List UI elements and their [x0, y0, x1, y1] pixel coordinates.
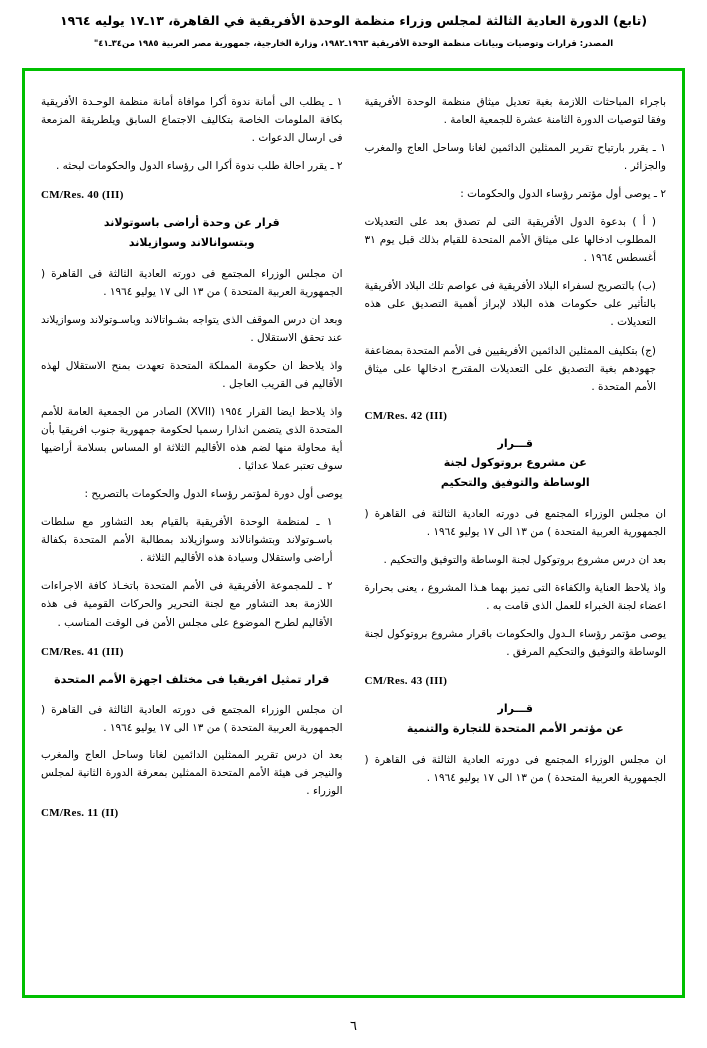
- paragraph: ٢ ـ للمجموعة الأفريقية فى الأمم المتحدة باتخـاذ كافة الاجراءات اللازمة بعد التشاور مع لجنة التحرير والحركات القومية فى هذه الأقاليم لطرح الموضوع على مجلس الأمن فى الوقت المناسب .: [41, 580, 333, 629]
- paragraph: واذ يلاحظ ايضا القرار ١٩٥٤ (XVII) الصادر من الجمعية العامة للأمم المتحدة الذى يتضمن انذارا رسميا لحكومة جمهورية جنوب افريقيا بأن أية محاولة منها لضم هذه الأقاليم الثلاثة او المساس بسلامة أراضيها سوف تعتبر عملا عدائيا .: [41, 406, 343, 473]
- paragraph: واذ يلاحظ ان حكومة المملكة المتحدة تعهدت بمنح الاستقلال لهذه الأقاليم فى القريب العاجل .: [41, 359, 343, 391]
- column-left: [41, 93, 343, 981]
- paragraph: يوصى أول دورة لمؤتمر رؤساء الدول والحكومات بالتصريح :: [84, 488, 343, 501]
- paragraph: ١ ـ لمنظمة الوحدة الأفريقية بالقيام بعد التشاور مع سلطات باسـوتولاند وبتشوانالاند وسوازيلاند بمطالبة الأمم المتحدة بكفالة أراضى واستقلال وسيادة هذه الأقاليم الثلاثة .: [41, 516, 333, 565]
- resolution-number: CM/Res. 41 (III): [41, 645, 124, 658]
- resolution-title-line: عن مؤتمر الأمم المتحدة للتجارة والتنمية: [406, 722, 624, 736]
- paragraph: (ب) بالتصريح لسفراء البلاد الأفريقية فى عواصم تلك البلاد الأفريقية بالتأثير على حكومات هذه البلاد لإبراز أهمية التصديق على هذه التعديلات .: [364, 280, 656, 329]
- resolution-number: CM/Res. 11 (II): [41, 807, 119, 819]
- paragraph: (ج) بتكليف الممثلين الدائمين الأفريقيين فى الأمم المتحدة بمضاعفة جهودهم بغية التصديق على التعديلات المقترح ادخالها على ميثاق الأمم المتحدة .: [364, 344, 656, 393]
- paragraph: ١ ـ يطلب الى أمانة ندوة أكرا موافاة أمانة منظمة الوحـدة الأفريقية بكافة الملومات الخاصة بتكاليف الاجتماع السابق ويلطريقة المزمعة فى ارسال الدعوات .: [41, 96, 343, 145]
- paragraph: ان مجلس الوزراء المجتمع فى دورته العادية الثالثة فى القاهرة ( الجمهورية العربية المتحدة ) من ١٣ الى ١٧ يوليو ١٩٦٤ .: [41, 267, 343, 298]
- resolution-title-line: عن مشروع بروتوكول لجنة: [443, 456, 587, 470]
- resolution-title-line: قـــرار: [497, 436, 533, 450]
- resolution-title-line: وبتسوانالاند وسوازيلاند: [128, 235, 255, 249]
- paragraph: ٢ ـ يقرر احالة طلب ندوة أكرا الى رؤساء الدول والحكومات لبحثه .: [55, 160, 343, 173]
- resolution-title: [365, 699, 667, 739]
- paragraph: ان مجلس الوزراء المجتمع فى دورته العادية الثالثة فى القاهرة ( الجمهورية العربية المتحدة ) من ١٣ الى ١٧ يوليو ١٩٦٤ .: [364, 508, 666, 539]
- content-frame-border: [22, 68, 685, 998]
- resolution-title-line: قرار عن وحدة أراضى باسوتولاند: [103, 216, 280, 230]
- paragraph: ٢ ـ يوصى أول مؤتمر رؤساء الدول والحكومات :: [460, 188, 666, 201]
- resolution-title: [41, 670, 343, 690]
- page-number: ٦: [350, 1019, 357, 1034]
- paragraph: واذ يلاحظ العناية والكفاءة التى تميز بهما هـذا المشروع ، يعنى بحرارة اعضاء لجنة الخبراء للعمل الذى قامت به .: [364, 582, 666, 613]
- resolution-title-line: الوساطة والتوفيق والتحكيم: [440, 476, 590, 490]
- paragraph: ان مجلس الوزراء المجتمع فى دورته العادية الثالثة فى القاهرة ( الجمهورية العربية المتحدة ) من ١٣ الى ١٧ يوليو ١٩٦٤ .: [364, 753, 666, 785]
- paragraph: ١ ـ يقرر بارتياح تقرير الممثلين الدائمين لغانا وساحل العاج والمغرب والجزائر .: [364, 142, 666, 173]
- paragraph: يوصى مؤتمر رؤساء الـدول والحكومات باقرار مشروع بروتوكول لجنة الوساطة والتوفيق والتحكيم المرفق .: [364, 628, 666, 659]
- column-right: [365, 93, 667, 981]
- paragraph: بعد ان درس تقرير الممثلين الدائمين لغانا وساحل العاج والمغرب والنيجر فى هيئة الأمم المتحدة الممثلين بمعرفة الدورة الثانية لمجلس الوزراء .: [41, 749, 343, 798]
- paragraph: بعد ان درس مشروع بروتوكول لجنة الوساطة والتوفيق والتحكيم .: [383, 554, 666, 567]
- resolution-title-line: قرار تمثيل افريقيا فى مختلف اجهزة الأمم المتحدة: [54, 672, 330, 686]
- paragraph: باجراء المباحثات اللازمة بغية تعديل ميثاق منظمة الوحدة الأفريقية وفقا لتوصيات الدورة الثامنة عشرة للجمعية العامة .: [364, 96, 666, 127]
- resolution-title: [41, 213, 343, 253]
- page-header: [0, 0, 707, 51]
- resolution-title: [365, 434, 667, 493]
- header-source-note: المصدر: قرارات وتوصيات وبيانات منظمة الوحدة الأفريقية ١٩٦٣ـ١٩٨٢، وزارة الخارجية، جمهورية مصر العربية ١٩٨٥ من٣٤ـ٤١": [93, 38, 614, 49]
- paragraph: ان مجلس الوزراء المجتمع فى دورته العادية الثالثة فى القاهرة ( الجمهورية العربية المتحدة ) من ١٣ الى ١٧ يوليو ١٩٦٤ .: [41, 704, 343, 735]
- resolution-number: CM/Res. 43 (III): [364, 675, 448, 688]
- paragraph: ( أ ) بدعوة الدول الأفريقية التى لم تصدق بعد على التعديلات المطلوب ادخالها على ميثاق الأمم المتحدة للقيام بذلك قبل يوم ٣١ أغسطس ١٩٦٤ .: [364, 216, 656, 265]
- resolution-number: CM/Res. 40 (III): [41, 189, 124, 202]
- resolution-number: CM/Res. 42 (III): [364, 409, 448, 422]
- paragraph: وبعد ان درس الموقف الذى يتواجه بشـواتالاند وباسـوتولاند وسوازيلاند عند تحقق الاستقلال .: [41, 313, 343, 344]
- header-title: (تابع) الدورة العادية الثالثة لمجلس وزراء منظمة الوحدة الأفريقية في القاهرة، ١٣ـ١٧ يوليه ١٩٦٤: [59, 13, 648, 28]
- two-column-body: [25, 71, 682, 995]
- resolution-title-line: قـــرار: [497, 702, 533, 716]
